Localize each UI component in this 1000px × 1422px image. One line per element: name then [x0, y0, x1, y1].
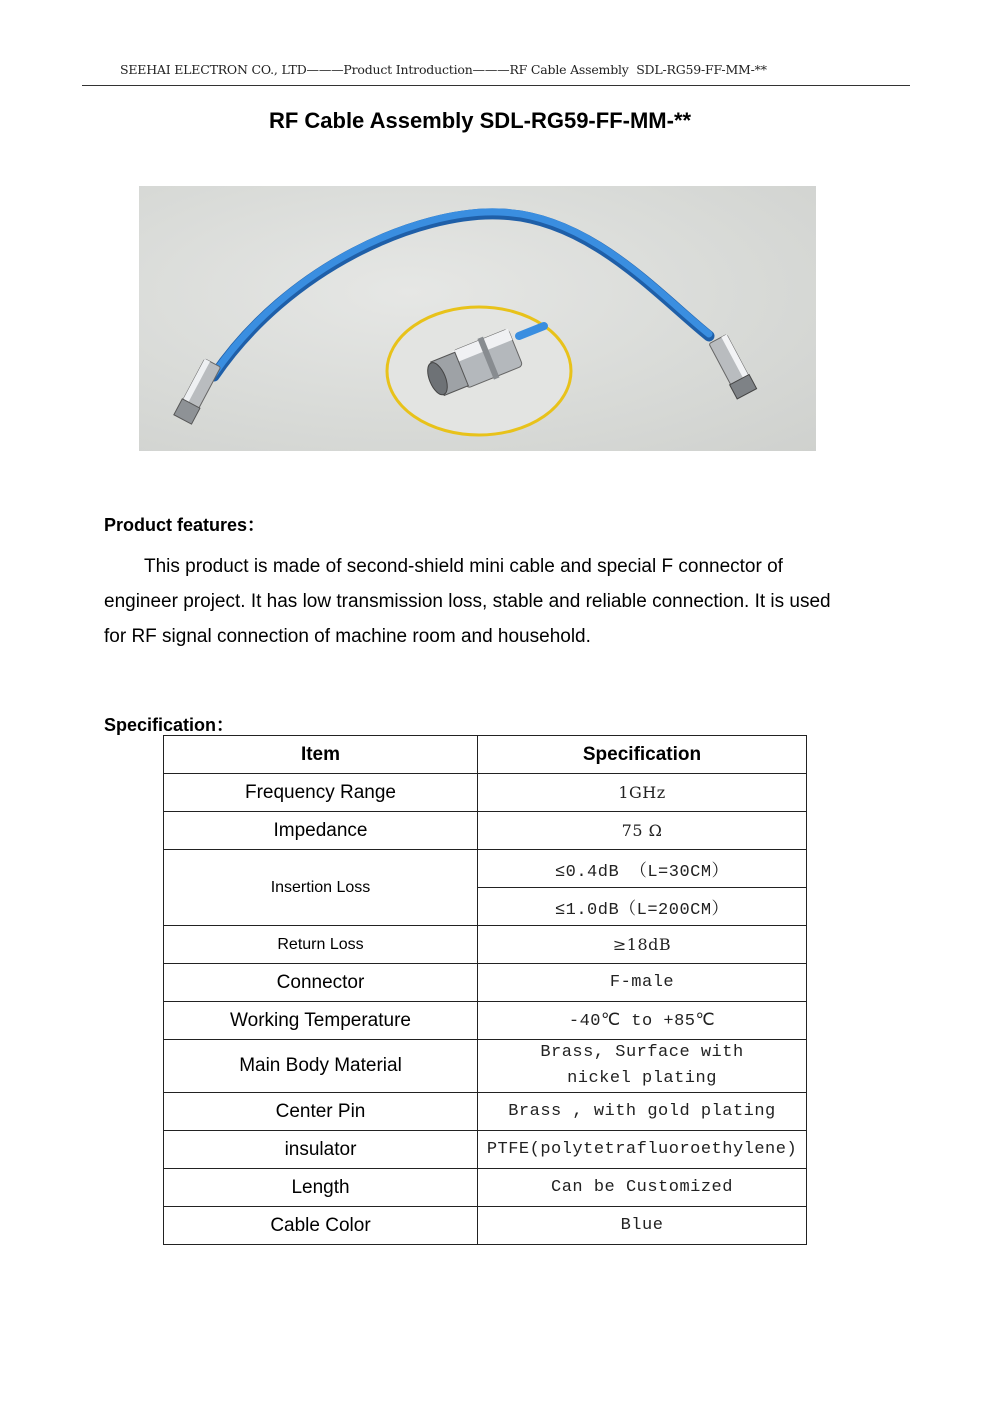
spec-value: 1GHz	[478, 774, 807, 812]
table-row	[164, 774, 807, 812]
spec-item: Working Temperature	[164, 1002, 478, 1040]
spec-value: ≤0.4dB （L=30CM）	[478, 850, 807, 888]
spec-value: Blue	[478, 1207, 807, 1245]
spec-value: ≥18dB	[478, 926, 807, 964]
table-row	[164, 1207, 807, 1245]
product-photo	[139, 186, 816, 451]
table-row	[164, 850, 807, 888]
table-row	[164, 964, 807, 1002]
spec-value: Brass, Surface with nickel plating	[478, 1040, 807, 1093]
features-paragraph: This product is made of second-shield mini cable and special F connector of engineer project. It has low transmission loss, stable and reliable connection. It is used for RF signal connection of machine room and household.	[104, 556, 831, 647]
spec-item: Cable Color	[164, 1207, 478, 1245]
table-row	[164, 1093, 807, 1131]
table-row	[164, 1131, 807, 1169]
left-f-connector	[174, 358, 222, 424]
column-header-item: Item	[164, 736, 478, 774]
column-header-specification: Specification	[478, 736, 807, 774]
spec-value: Can be Customized	[478, 1169, 807, 1207]
table-row	[164, 926, 807, 964]
spec-item: insulator	[164, 1131, 478, 1169]
spec-value: -40℃ to +85℃	[478, 1002, 807, 1040]
specification-table	[163, 735, 807, 1245]
spec-item: Frequency Range	[164, 774, 478, 812]
page-title: RF Cable Assembly SDL-RG59-FF-MM-**	[268, 108, 692, 133]
specification-heading: Specification：	[104, 715, 235, 735]
spec-item: Connector	[164, 964, 478, 1002]
spec-item: Center Pin	[164, 1093, 478, 1131]
spec-item: Insertion Loss	[164, 850, 478, 926]
right-f-connector	[708, 334, 757, 399]
spec-item: Return Loss	[164, 926, 478, 964]
table-row	[164, 1169, 807, 1207]
table-row	[164, 1002, 807, 1040]
spec-value: Brass , with gold plating	[478, 1093, 807, 1131]
spec-item: Main Body Material	[164, 1040, 478, 1093]
header-divider	[82, 85, 910, 86]
spec-value: F-male	[478, 964, 807, 1002]
spec-value: ≤1.0dB（L=200CM）	[478, 888, 807, 926]
features-heading: Product features：	[104, 515, 266, 535]
spec-item: Impedance	[164, 812, 478, 850]
table-header-row	[164, 736, 807, 774]
spec-item: Length	[164, 1169, 478, 1207]
table-row	[164, 1040, 807, 1093]
cable-illustration	[139, 186, 816, 451]
spec-value: 75 Ω	[478, 812, 807, 850]
spec-value: PTFE(polytetrafluoroethylene)	[478, 1131, 807, 1169]
running-header: SEEHAI ELECTRON CO., LTD———Product Introduction———RF Cable Assembly SDL-RG59-FF-MM-**	[120, 62, 767, 77]
table-row	[164, 812, 807, 850]
